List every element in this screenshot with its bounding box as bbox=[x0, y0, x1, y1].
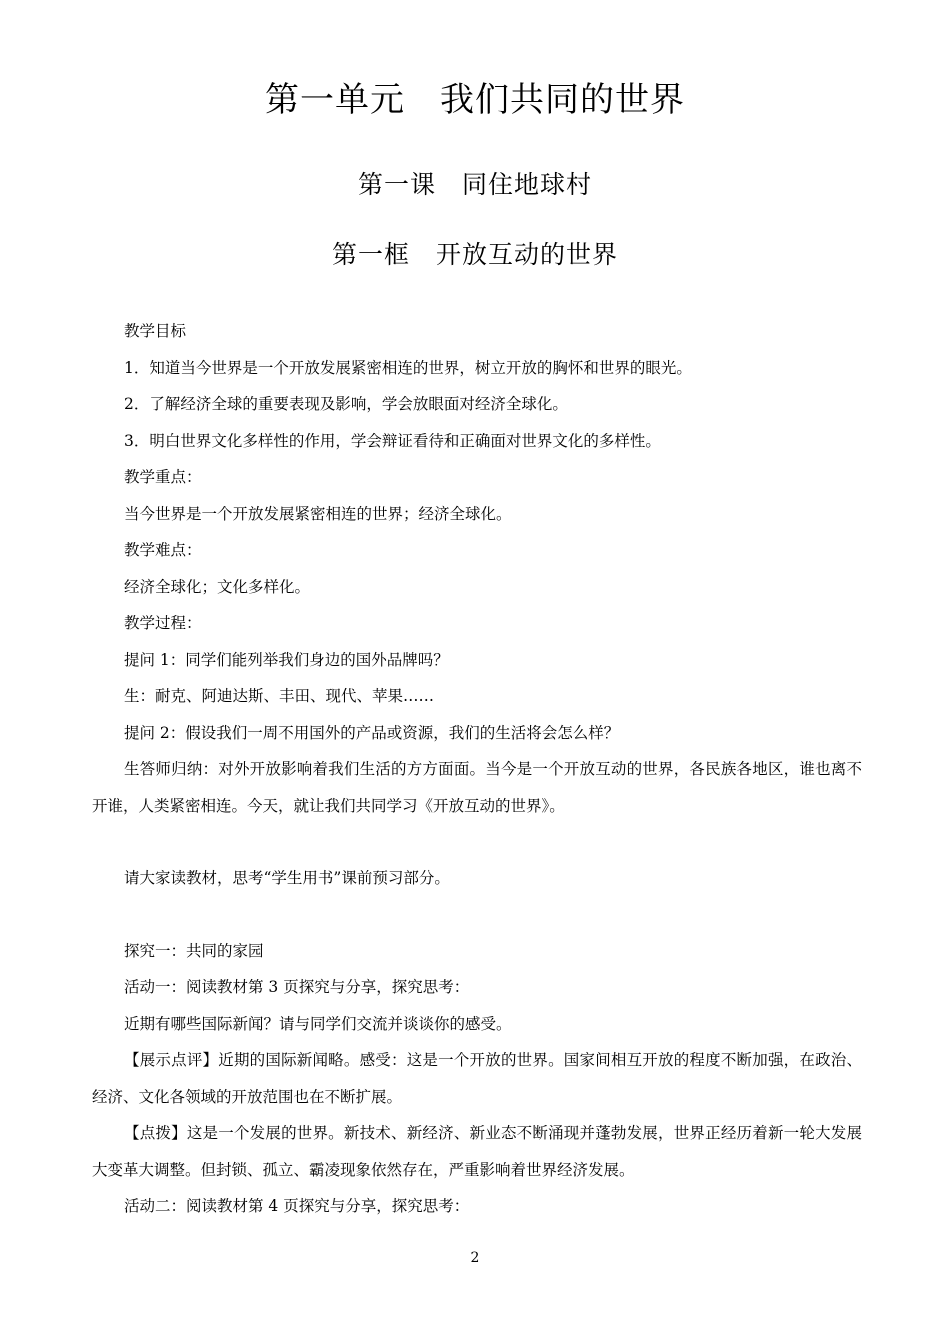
lesson-title: 第一课 同住地球村 bbox=[357, 170, 592, 199]
heading-teaching-process: 教学过程： bbox=[124, 614, 202, 632]
student-answer: 生：耐克、阿迪达斯、丰田、现代、苹果…… bbox=[124, 687, 435, 705]
guidance-note: 【点拨】这是一个发展的世界。新技术、新经济、新业态不断涌现并蓬勃发展，世界正经历着新一轮大发展大变革大调整。但封锁、孤立、霸凌现象依然存在，严重影响着世界经济发展。 bbox=[92, 1124, 862, 1179]
activity-2: 活动二：阅读教材第 4 页探究与分享，探究思考： bbox=[124, 1197, 470, 1215]
reading-instruction: 请大家读教材，思考“学生用书”课前预习部分。 bbox=[124, 869, 450, 887]
page-number: 2 bbox=[470, 1250, 480, 1266]
activity-1-question: 近期有哪些国际新闻？请与同学们交流并谈谈你的感受。 bbox=[124, 1014, 512, 1033]
goal-item-2: 2．了解经济全球的重要表现及影响，学会放眼面对经济全球化。 bbox=[124, 395, 568, 413]
spacer bbox=[92, 897, 862, 933]
activity-1: 活动一：阅读教材第 3 页探究与分享，探究思考： bbox=[124, 978, 470, 996]
question-1: 提问 1：同学们能列举我们身边的国外品牌吗？ bbox=[124, 650, 449, 669]
heading-key-points: 教学重点： bbox=[124, 468, 202, 486]
key-points-text: 当今世界是一个开放发展紧密相连的世界；经济全球化。 bbox=[124, 504, 512, 523]
goal-item-1: 1．知道当今世界是一个开放发展紧密相连的世界，树立开放的胸怀和世界的眼光。 bbox=[124, 358, 692, 377]
document-body bbox=[92, 313, 862, 1225]
display-comment: 【展示点评】近期的国际新闻略。感受：这是一个开放的世界。国家间相互开放的程度不断加强，在政治、经济、文化各领域的开放范围也在不断扩展。 bbox=[92, 1051, 862, 1106]
heading-difficult-points: 教学难点： bbox=[124, 541, 202, 559]
inquiry-1-heading: 探究一：共同的家园 bbox=[124, 941, 264, 960]
section-title: 第一框 开放互动的世界 bbox=[331, 240, 618, 269]
heading-teaching-goals: 教学目标 bbox=[124, 322, 187, 340]
teacher-summary: 生答师归纳：对外开放影响着我们生活的方方面面。当今是一个开放互动的世界，各民族各地区，谁也离不开谁，人类紧密相连。今天，就让我们共同学习《开放互动的世界》。 bbox=[92, 760, 862, 815]
difficult-points-text: 经济全球化；文化多样化。 bbox=[124, 577, 311, 596]
unit-title: 第一单元 我们共同的世界 bbox=[265, 80, 685, 120]
spacer bbox=[92, 824, 862, 860]
question-2: 提问 2：假设我们一周不用国外的产品或资源，我们的生活将会怎么样？ bbox=[124, 723, 620, 742]
goal-item-3: 3．明白世界文化多样性的作用，学会辩证看待和正确面对世界文化的多样性。 bbox=[124, 431, 661, 450]
